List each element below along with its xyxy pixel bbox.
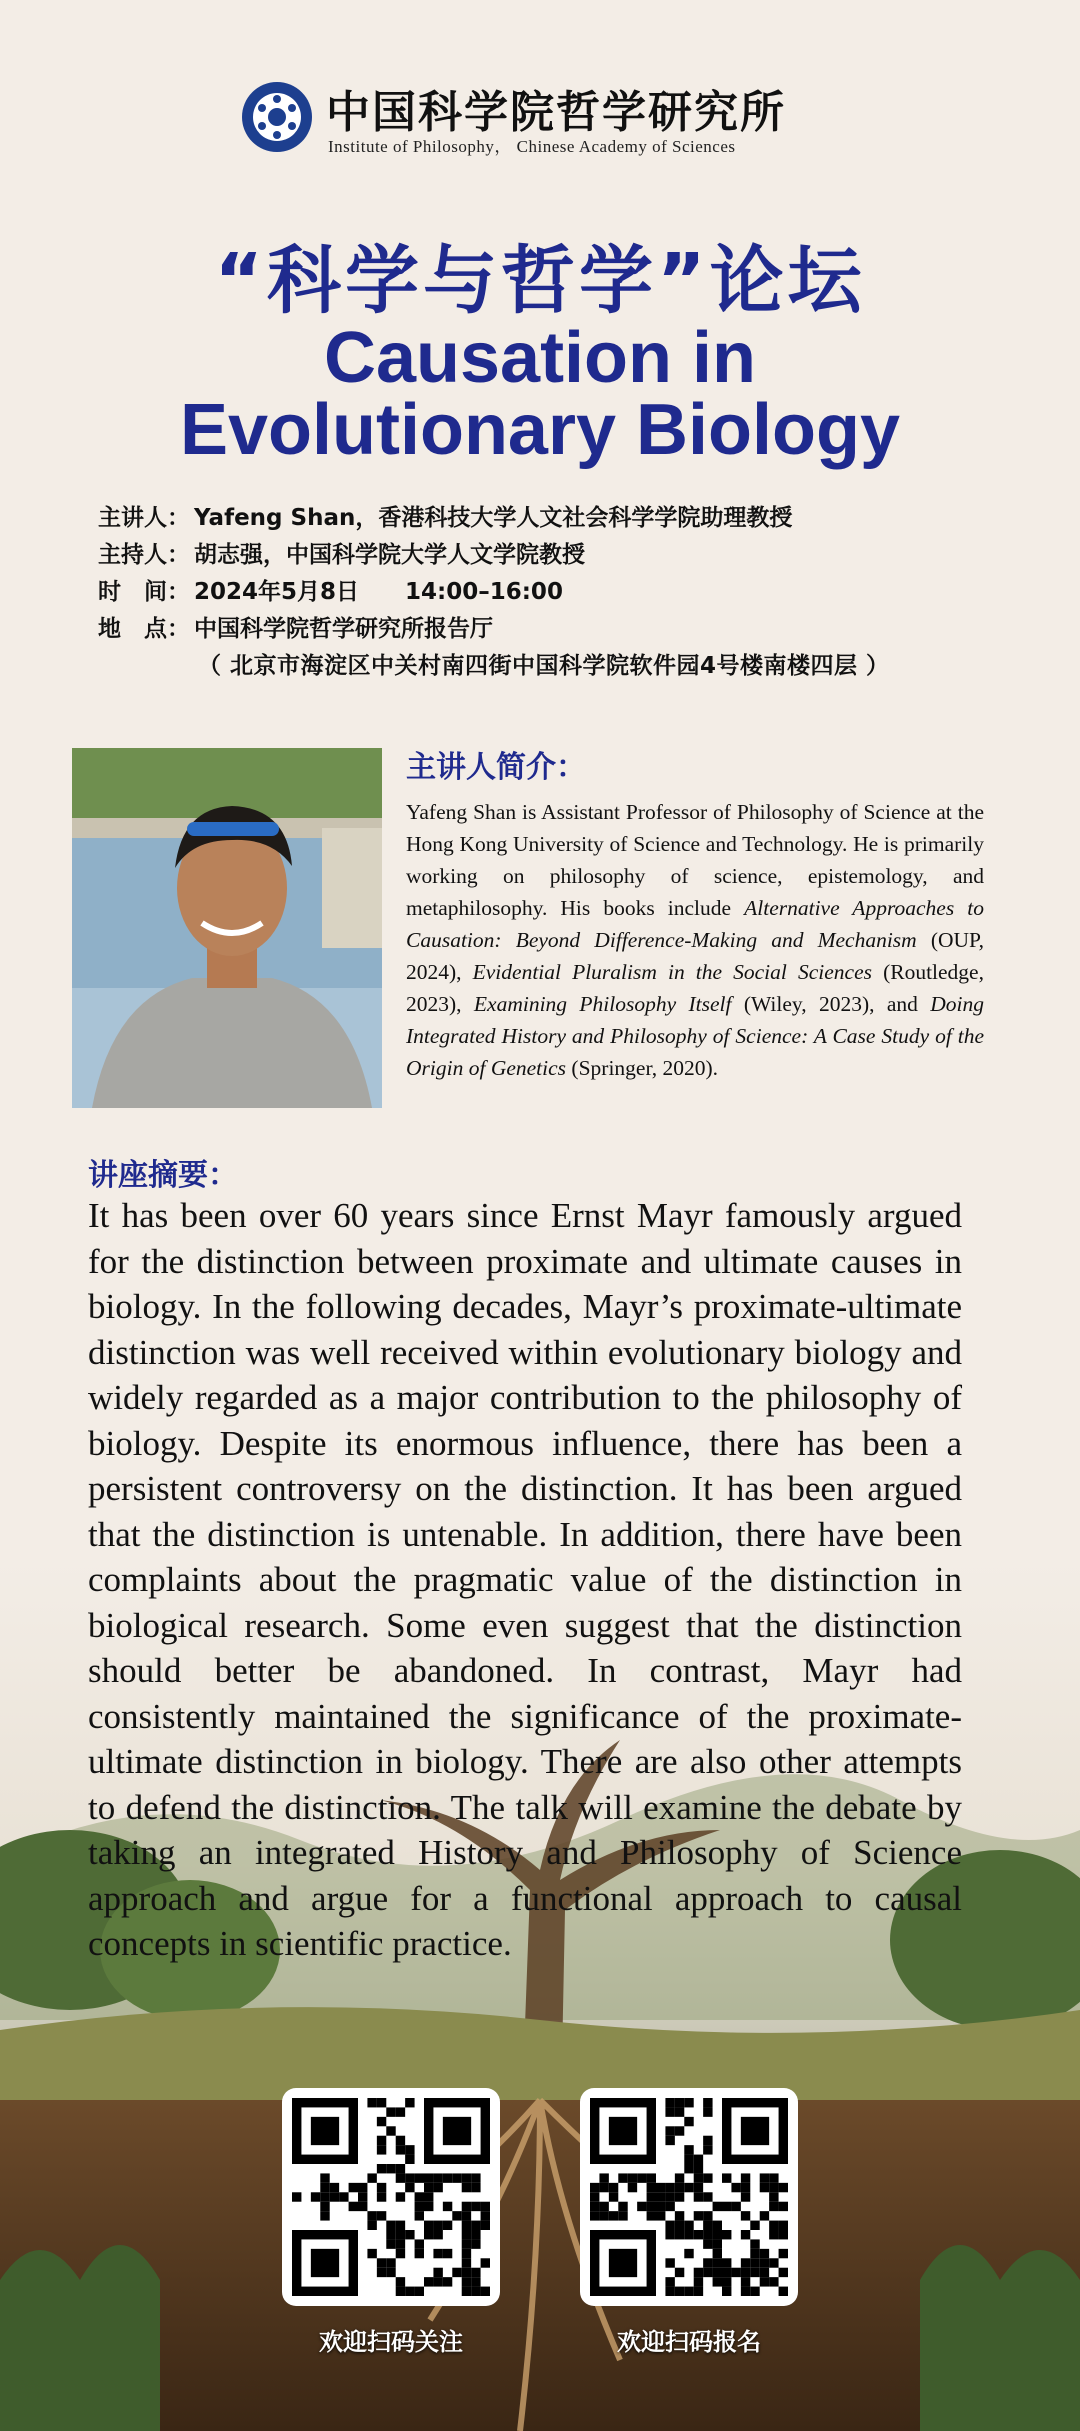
talk-title-line1: Causation in xyxy=(323,318,757,398)
bio-heading: 主讲人简介： xyxy=(406,750,586,785)
qr-code-icon xyxy=(292,2098,490,2296)
book-title: Alternative Approaches to Causation: Beyond Difference-Making and Mechanism xyxy=(406,896,985,952)
time-value: 2024年5月8日 14:00–16:00 xyxy=(194,579,563,605)
talk-title xyxy=(0,318,1080,470)
cas-logo-icon xyxy=(240,80,314,154)
follow-qr-code[interactable] xyxy=(282,2088,500,2306)
bio-part: Yafeng Shan is Assistant Professor of Philosophy of Science at the Hong Kong University of Science and Technology. He is primarily working on philosophy of science, epistemology, and metaphilosophy. His books include xyxy=(406,800,984,920)
bio-part: (OUP, 2024), xyxy=(406,928,984,984)
register-qr-code[interactable] xyxy=(580,2088,798,2306)
book-title: Examining Philosophy Itself xyxy=(473,992,732,1016)
forum-title: “科学与哲学”论坛 xyxy=(214,238,866,324)
talk-title-line2: Evolutionary Biology xyxy=(179,390,901,470)
qr-code-icon xyxy=(590,2098,788,2296)
event-info xyxy=(98,500,998,685)
follow-qr-caption: 欢迎扫码关注 xyxy=(319,2328,463,2356)
time-row xyxy=(98,574,998,611)
speaker-value: Yafeng Shan，香港科技大学人文社会科学学院助理教授 xyxy=(194,505,793,531)
institute-header xyxy=(240,72,880,162)
host-row xyxy=(98,537,998,574)
institute-name-cn: 中国科学院哲学研究所 xyxy=(326,87,786,138)
bio-part: (Wiley, 2023), and xyxy=(731,992,931,1016)
bio-part: (Routledge, 2023), xyxy=(406,960,984,1016)
book-title: Doing Integrated History and Philosophy of Science: A Case Study of the Origin of Genetics xyxy=(406,992,984,1080)
place-row xyxy=(98,611,998,648)
abstract-heading: 讲座摘要： xyxy=(88,1158,238,1193)
address: （ 北京市海淀区中关村南四街中国科学院软件园4号楼南楼四层 ） xyxy=(198,653,890,679)
speaker-photo xyxy=(72,748,382,1108)
bio-part: (Springer, 2020). xyxy=(566,1056,719,1080)
speaker-label: 主讲人： xyxy=(98,505,190,531)
abstract-text: It has been over 60 years since Ernst Mayr famously argued for the distinction between proximate and ultimate causes in biology. In the following decades, Mayr’s proximate-ultimate distinction was well received within evolutionary biology and widely regarded as a major contribution to the philosophy of biology. Despite its enormous influence, there has been a persistent controversy on the distinction. It has been argued that the distinction is untenable. In addition, there have been complaints about the pragmatic value of the distinction in biological research. Some even suggest that the distinction should better be abandoned. In contrast, Mayr had consistently maintained the significance of the proximate-ultimate distinction in biology. There are also other attempts to defend the distinction. The talk will examine the debate by taking an integrated History and Philosophy of Science approach and argue for a functional approach to causal concepts in scientific practice. xyxy=(88,1196,962,1963)
host-value: 胡志强，中国科学院大学人文学院教授 xyxy=(194,542,585,568)
time-label: 时 间： xyxy=(98,579,190,605)
place-value: 中国科学院哲学研究所报告厅 xyxy=(194,616,493,642)
book-title: Evidential Pluralism in the Social Sciences xyxy=(472,960,872,984)
place-label: 地 点： xyxy=(98,616,190,642)
speaker-row xyxy=(98,500,998,537)
register-qr-caption: 欢迎扫码报名 xyxy=(617,2328,761,2356)
bio-text xyxy=(406,796,984,1084)
institute-name-en: Institute of Philosophy， Chinese Academy of Sciences xyxy=(328,137,736,156)
host-label: 主持人： xyxy=(98,542,190,568)
